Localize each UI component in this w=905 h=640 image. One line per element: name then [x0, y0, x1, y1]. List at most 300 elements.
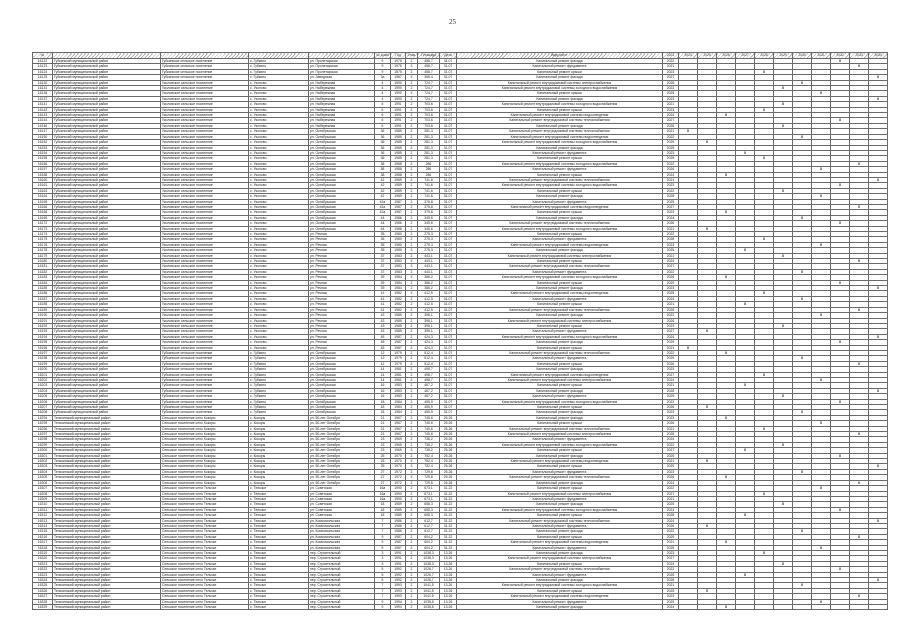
cell-h: 25	[375, 459, 391, 464]
column-header: 2027	[736, 53, 755, 59]
cell-obj: Уколовское сельское поселение	[161, 129, 249, 134]
year-mark-cell: X	[850, 259, 869, 264]
cell-obj: Сельское поселение село Тельчье	[161, 556, 249, 561]
cell-st: ул. Речная	[309, 232, 375, 237]
cell-y1: 2027	[663, 329, 679, 334]
cell-ar: 398,1	[418, 318, 440, 323]
cell-st: ул. Октябрьская	[309, 177, 375, 182]
cell-fl: 2	[406, 486, 418, 491]
cell-h: 23	[375, 437, 391, 442]
cell-fl: 2	[406, 318, 418, 323]
cell-y1: 2022	[663, 567, 679, 572]
cell-st: ул. Комсомольская	[309, 540, 375, 545]
cell-h: 14	[375, 367, 391, 372]
cell-loc: с. Уколово	[249, 167, 309, 172]
cell-loc: с. Тельчье	[249, 561, 309, 566]
cell-id: 16124	[33, 69, 53, 74]
cell-obj: Уколовское сельское поселение	[161, 102, 249, 107]
cell-y1: 2026	[663, 421, 679, 426]
cell-obj: Уколовское сельское поселение	[161, 296, 249, 301]
cell-fl: 2	[406, 194, 418, 199]
cell-obj: Уколовское сельское поселение	[161, 161, 249, 166]
cell-id: 16324	[33, 578, 53, 583]
year-mark-cell: X	[793, 356, 812, 361]
cell-mun: Тельчинский муниципальный район	[53, 529, 161, 534]
cell-tm: 13.26	[440, 605, 457, 610]
column-header: 2023	[663, 53, 679, 59]
cell-yr: 1992	[391, 572, 406, 577]
year-mark-cell: X	[869, 464, 888, 469]
cell-id: 16207	[33, 405, 53, 410]
cell-loc: с. Губкино	[249, 350, 309, 355]
cell-obj: Уколовское сельское поселение	[161, 307, 249, 312]
cell-h: 36	[375, 140, 391, 145]
cell-tm: 31.07	[440, 91, 457, 96]
year-mark-cell: X	[869, 578, 888, 583]
cell-mun: Тельчинский муниципальный район	[53, 523, 161, 528]
cell-loc: с. Уколово	[249, 318, 309, 323]
cell-tm: 31.07	[440, 264, 457, 269]
cell-id: 16301	[33, 453, 53, 458]
cell-ar: 412,5	[418, 296, 440, 301]
cell-obj: Губкинское сельское поселение	[161, 350, 249, 355]
cell-yr: 1985	[391, 156, 406, 161]
cell-tm: 31.07	[440, 177, 457, 182]
cell-ar: 275,3	[418, 248, 440, 253]
cell-yr: 1993	[391, 583, 406, 588]
cell-id: 16146	[33, 123, 53, 128]
cell-st: ул. Речная	[309, 291, 375, 296]
capital-repair-table	[32, 52, 882, 610]
cell-obj: Уколовское сельское поселение	[161, 264, 249, 269]
cell-wk: Капитальный ремонт внутридомовой системы водоотведения	[457, 459, 663, 464]
cell-fl: 2	[406, 129, 418, 134]
cell-ar: 455,9	[418, 399, 440, 404]
cell-h: 16а	[375, 486, 391, 491]
cell-h: 4	[375, 91, 391, 96]
cell-mun: Тельчинский муниципальный район	[53, 469, 161, 474]
year-mark-cell: X	[774, 442, 793, 447]
cell-obj: Губкинское сельское поселение	[161, 59, 249, 64]
cell-loc: с. Уколово	[249, 242, 309, 247]
cell-tm: 31.07	[440, 210, 457, 215]
cell-obj: Сельское поселение село Кокоры	[161, 459, 249, 464]
cell-tm: 31.22	[440, 491, 457, 496]
cell-mun: Губкинский муниципальный район	[53, 134, 161, 139]
cell-id: 16197	[33, 350, 53, 355]
cell-ar: 443,1	[418, 269, 440, 274]
cell-id: 16168	[33, 210, 53, 215]
cell-loc: с. Кокоры	[249, 437, 309, 442]
cell-loc: с. Уколово	[249, 226, 309, 231]
cell-y1: 2021	[663, 129, 679, 134]
cell-ar: 1035,8	[418, 599, 440, 604]
year-mark-cell: X	[793, 134, 812, 139]
year-mark-cell	[812, 605, 831, 610]
cell-h: 38	[375, 161, 391, 166]
cell-fl: 2	[406, 594, 418, 599]
cell-loc: с. Уколово	[249, 269, 309, 274]
cell-st: ул. Октябрьская	[309, 394, 375, 399]
cell-st: ул. 50-лет Октября	[309, 421, 375, 426]
cell-wk: Капитальный ремонт фундамента	[457, 167, 663, 172]
year-mark-cell	[755, 605, 774, 610]
cell-id: 16189	[33, 307, 53, 312]
cell-yr: 1982	[391, 307, 406, 312]
cell-wk: Капитальный ремонт крыши	[457, 464, 663, 469]
cell-wk: Капитальный ремонт фасада	[457, 215, 663, 220]
cell-st: ул. Речная	[309, 313, 375, 318]
cell-yr: 1967	[391, 426, 406, 431]
cell-ar: 673,1	[418, 496, 440, 501]
table-body	[33, 59, 888, 610]
cell-mun: Губкинский муниципальный район	[53, 405, 161, 410]
cell-id: 16204	[33, 388, 53, 393]
cell-mun: Тельчинский муниципальный район	[53, 486, 161, 491]
cell-ar: 386,2	[418, 275, 440, 280]
cell-ar: 398,1	[418, 329, 440, 334]
cell-st: ул. Заводская	[309, 75, 375, 80]
cell-st: ул. Октябрьская	[309, 350, 375, 355]
cell-fl: 2	[406, 388, 418, 393]
cell-ar: 1041,5	[418, 583, 440, 588]
cell-loc: с. Тельчье	[249, 599, 309, 604]
cell-st: ул. 50-лет Октября	[309, 442, 375, 447]
cell-fl: 2	[406, 567, 418, 572]
cell-y1: 2026	[663, 523, 679, 528]
cell-wk: Капитальный ремонт внутридомовой системы водоотведения	[457, 204, 663, 209]
year-mark-cell: X	[755, 69, 774, 74]
cell-id: 16152	[33, 140, 53, 145]
cell-y1: 2028	[663, 388, 679, 393]
cell-mun: Тельчинский муниципальный район	[53, 507, 161, 512]
cell-ar: 729,8	[418, 469, 440, 474]
cell-yr: 1991	[391, 550, 406, 555]
cell-loc: с. Уколово	[249, 313, 309, 318]
cell-y1: 2026	[663, 221, 679, 226]
cell-mun: Тельчинский муниципальный район	[53, 599, 161, 604]
cell-id: 16144	[33, 118, 53, 123]
cell-st: ул. Октябрьская	[309, 134, 375, 139]
cell-mun: Тельчинский муниципальный район	[53, 453, 161, 458]
cell-tm: 31.07	[440, 75, 457, 80]
cell-ar: 412,5	[418, 302, 440, 307]
cell-wk: Капитальный ремонт крыши	[457, 323, 663, 328]
cell-ar: 281,3	[418, 129, 440, 134]
cell-wk: Капитальный ремонт крыши	[457, 172, 663, 177]
cell-tm: 25.26	[440, 442, 457, 447]
year-mark-cell	[831, 605, 850, 610]
cell-wk: Капитальный ремонт внутридомовой системы холодного водоснабжения	[457, 334, 663, 339]
cell-id: 16161	[33, 183, 53, 188]
cell-mun: Губкинский муниципальный район	[53, 259, 161, 264]
cell-y1: 2027	[663, 75, 679, 80]
cell-wk: Капитальный ремонт крыши	[457, 486, 663, 491]
cell-st: ул. Октябрьская	[309, 367, 375, 372]
cell-fl: 2	[406, 469, 418, 474]
cell-tm: 31.07	[440, 156, 457, 161]
cell-y1: 2024	[663, 334, 679, 339]
cell-y1: 2027	[663, 491, 679, 496]
cell-st: ул. Октябрьская	[309, 161, 375, 166]
cell-ar: 1026,7	[418, 572, 440, 577]
cell-id: 16147	[33, 129, 53, 134]
cell-wk: Капитальный ремонт фундамента	[457, 496, 663, 501]
cell-tm: 13.26	[440, 594, 457, 599]
year-mark-cell: X	[812, 313, 831, 318]
cell-st: ул. Речная	[309, 302, 375, 307]
cell-st: ул. Октябрьская	[309, 221, 375, 226]
cell-wk: Капитальный ремонт внутридомовой системы теплоснабжения	[457, 567, 663, 572]
cell-fl: 2	[406, 405, 418, 410]
cell-y1: 2021	[663, 459, 679, 464]
cell-tm: 31.07	[440, 286, 457, 291]
cell-id: 16173	[33, 226, 53, 231]
cell-id: 16295	[33, 421, 53, 426]
cell-mun: Губкинский муниципальный район	[53, 226, 161, 231]
cell-obj: Уколовское сельское поселение	[161, 204, 249, 209]
cell-obj: Уколовское сельское поселение	[161, 280, 249, 285]
cell-y1: 2022	[663, 86, 679, 91]
cell-yr: 1994	[391, 605, 406, 610]
cell-yr: 1992	[391, 567, 406, 572]
cell-id: 16306	[33, 480, 53, 485]
cell-tm: 31.07	[440, 275, 457, 280]
year-mark-cell: X	[736, 150, 755, 155]
cell-obj: Сельское поселение село Кокоры	[161, 480, 249, 485]
cell-fl: 2	[406, 340, 418, 345]
year-mark-cell: X	[774, 394, 793, 399]
cell-h: 3	[375, 550, 391, 555]
cell-st: ул. Набережная	[309, 96, 375, 101]
cell-st: ул. Октябрьская	[309, 410, 375, 415]
column-header: 2028	[755, 53, 774, 59]
cell-y1: 2025	[663, 545, 679, 550]
cell-h: 37	[375, 259, 391, 264]
cell-id: 16313	[33, 518, 53, 523]
cell-y1: 2024	[663, 172, 679, 177]
cell-y1: 2027	[663, 448, 679, 453]
cell-loc: с. Уколово	[249, 291, 309, 296]
year-mark-cell: X	[793, 269, 812, 274]
cell-yr: 1985	[391, 323, 406, 328]
cell-id: 16131	[33, 86, 53, 91]
cell-obj: Уколовское сельское поселение	[161, 253, 249, 258]
cell-st: пер. Строительный	[309, 599, 375, 604]
cell-h: 18	[375, 507, 391, 512]
cell-fl: 2	[406, 237, 418, 242]
cell-mun: Губкинский муниципальный район	[53, 264, 161, 269]
cell-st: ул. Октябрьская	[309, 199, 375, 204]
cell-st: пер. Строительный	[309, 567, 375, 572]
cell-wk: Капитальный ремонт крыши	[457, 534, 663, 539]
cell-tm: 25.26	[440, 464, 457, 469]
cell-tm: 25.26	[440, 480, 457, 485]
cell-tm: 25.26	[440, 421, 457, 426]
cell-fl: 2	[406, 496, 418, 501]
cell-tm: 31.07	[440, 237, 457, 242]
cell-y1: 2026	[663, 361, 679, 366]
cell-tm: 13.26	[440, 556, 457, 561]
cell-ar: 703,6	[418, 118, 440, 123]
cell-y1: 2022	[663, 269, 679, 274]
cell-wk: Капитальный ремонт фасада	[457, 529, 663, 534]
cell-tm: 31.07	[440, 123, 457, 128]
cell-ar: 1026,7	[418, 578, 440, 583]
cell-id: 16297	[33, 432, 53, 437]
cell-fl: 2	[406, 248, 418, 253]
cell-wk: Капитальный ремонт фасада	[457, 550, 663, 555]
cell-h: 7	[375, 594, 391, 599]
cell-wk: Капитальный ремонт внутридомовой системы водоотведения	[457, 134, 663, 139]
cell-ar: 281,3	[418, 150, 440, 155]
year-mark-cell: X	[717, 350, 736, 355]
cell-tm: 31.07	[440, 150, 457, 155]
cell-st: ул. Набережная	[309, 123, 375, 128]
cell-loc: с. Уколово	[249, 113, 309, 118]
cell-fl: 2	[406, 329, 418, 334]
cell-wk: Капитальный ремонт фундамента	[457, 572, 663, 577]
cell-yr: 1986	[391, 221, 406, 226]
cell-yr: 1975	[391, 59, 406, 64]
cell-mun: Губкинский муниципальный район	[53, 307, 161, 312]
cell-id: 16318	[33, 545, 53, 550]
year-mark-cell: X	[717, 275, 736, 280]
cell-wk: Капитальный ремонт внутридомовой системы теплоснабжения	[457, 264, 663, 269]
cell-mun: Губкинский муниципальный район	[53, 140, 161, 145]
year-mark-cell: X	[755, 107, 774, 112]
cell-loc: с. Уколово	[249, 275, 309, 280]
cell-tm: 31.07	[440, 96, 457, 101]
cell-obj: Уколовское сельское поселение	[161, 194, 249, 199]
cell-id: 16299	[33, 442, 53, 447]
cell-tm: 31.07	[440, 69, 457, 74]
cell-ar: 658,3	[418, 507, 440, 512]
year-mark-cell: X	[679, 345, 698, 350]
cell-tm: 31.07	[440, 377, 457, 382]
cell-y1: 2024	[663, 259, 679, 264]
cell-id: 16188	[33, 302, 53, 307]
cell-mun: Тельчинский муниципальный район	[53, 572, 161, 577]
cell-fl: 2	[406, 183, 418, 188]
cell-h: 41	[375, 302, 391, 307]
cell-fl: 2	[406, 167, 418, 172]
cell-ar: 286	[418, 172, 440, 177]
cell-mun: Губкинский муниципальный район	[53, 394, 161, 399]
cell-obj: Уколовское сельское поселение	[161, 80, 249, 85]
cell-id: 16320	[33, 556, 53, 561]
cell-fl: 2	[406, 475, 418, 480]
cell-h: 3	[375, 556, 391, 561]
cell-loc: с. Кокоры	[249, 432, 309, 437]
year-mark-cell: X	[869, 518, 888, 523]
cell-id: 16150	[33, 134, 53, 139]
cell-id: 16174	[33, 232, 53, 237]
cell-id: 16176	[33, 242, 53, 247]
cell-fl: 2	[406, 264, 418, 269]
cell-y1: 2029	[663, 464, 679, 469]
year-mark-cell: X	[717, 172, 736, 177]
cell-ar: 724,7	[418, 86, 440, 91]
cell-wk: Капитальный ремонт фасада	[457, 96, 663, 101]
cell-obj: Губкинское сельское поселение	[161, 372, 249, 377]
cell-mun: Губкинский муниципальный район	[53, 323, 161, 328]
cell-h: 36	[375, 129, 391, 134]
cell-y1: 2023	[663, 183, 679, 188]
cell-y1: 2023	[663, 367, 679, 372]
cell-h: 16а	[375, 491, 391, 496]
cell-tm: 31.07	[440, 107, 457, 112]
cell-id: 16160	[33, 177, 53, 182]
year-mark-cell: X	[812, 599, 831, 604]
cell-fl: 2	[406, 118, 418, 123]
cell-h: 18	[375, 513, 391, 518]
cell-y1: 2023	[663, 210, 679, 215]
cell-loc: с. Уколово	[249, 215, 309, 220]
cell-loc: с. Уколово	[249, 221, 309, 226]
cell-obj: Уколовское сельское поселение	[161, 215, 249, 220]
cell-tm: 31.22	[440, 513, 457, 518]
cell-fl: 2	[406, 296, 418, 301]
cell-st: ул. Комсомольская	[309, 518, 375, 523]
cell-loc: с. Губкино	[249, 377, 309, 382]
cell-mun: Губкинский муниципальный район	[53, 350, 161, 355]
cell-y1: 2023	[663, 96, 679, 101]
cell-obj: Уколовское сельское поселение	[161, 286, 249, 291]
cell-mun: Губкинский муниципальный район	[53, 302, 161, 307]
cell-obj: Сельское поселение село Тельчье	[161, 534, 249, 539]
cell-ar: 424,3	[418, 340, 440, 345]
cell-loc: с. Уколово	[249, 210, 309, 215]
cell-yr: 1987	[391, 204, 406, 209]
cell-yr: 1983	[391, 383, 406, 388]
cell-mun: Губкинский муниципальный район	[53, 183, 161, 188]
cell-st: ул. 50-лет Октября	[309, 469, 375, 474]
cell-y1: 2027	[663, 372, 679, 377]
cell-mun: Тельчинский муниципальный район	[53, 534, 161, 539]
cell-st: ул. Речная	[309, 318, 375, 323]
cell-loc: с. Кокоры	[249, 421, 309, 426]
cell-yr: 1991	[391, 118, 406, 123]
cell-loc: с. Уколово	[249, 329, 309, 334]
cell-ar: 1038,3	[418, 561, 440, 566]
cell-fl: 2	[406, 280, 418, 285]
cell-loc: с. Тельчье	[249, 502, 309, 507]
cell-mun: Тельчинский муниципальный район	[53, 442, 161, 447]
cell-mun: Губкинский муниципальный район	[53, 296, 161, 301]
cell-mun: Губкинский муниципальный район	[53, 291, 161, 296]
cell-tm: 13.26	[440, 567, 457, 572]
cell-fl: 2	[406, 221, 418, 226]
cell-obj: Уколовское сельское поселение	[161, 96, 249, 101]
cell-loc: с. Кокоры	[249, 475, 309, 480]
cell-id: 16322	[33, 567, 53, 572]
cell-st: ул. Октябрьская	[309, 204, 375, 209]
cell-obj: Сельское поселение село Тельчье	[161, 486, 249, 491]
cell-ar: 275,3	[418, 242, 440, 247]
cell-st: ул. 50-лет Октября	[309, 459, 375, 464]
cell-y1: 2023	[663, 286, 679, 291]
cell-ar: 658,3	[418, 513, 440, 518]
cell-obj: Сельское поселение село Тельчье	[161, 567, 249, 572]
cell-st: ул. 50-лет Октября	[309, 432, 375, 437]
cell-y1: 2022	[663, 232, 679, 237]
cell-h: 45	[375, 334, 391, 339]
cell-st: ул. Речная	[309, 286, 375, 291]
cell-ar: 345,6	[418, 221, 440, 226]
cell-yr: 1967	[391, 432, 406, 437]
cell-y1: 2022	[663, 188, 679, 193]
